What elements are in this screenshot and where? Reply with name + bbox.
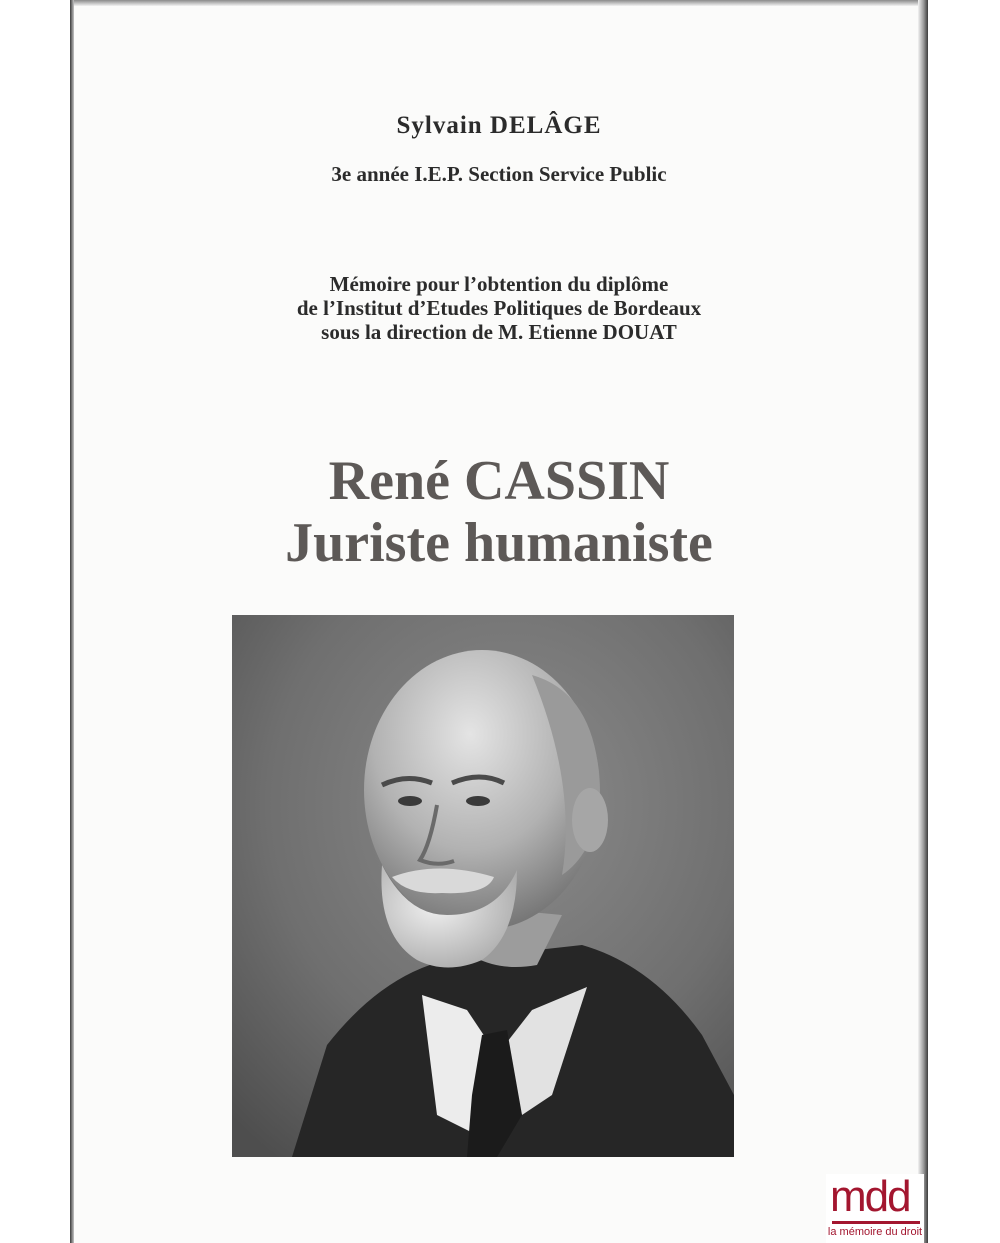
mdd-logo (826, 1174, 924, 1243)
memoire-line: Mémoire pour l’obtention du diplôme (329, 272, 669, 296)
author-name: Sylvain DELÂGE (396, 112, 602, 139)
logo-tagline: la mémoire du droit (827, 1226, 923, 1238)
memoire-line: de l’Institut d’Etudes Politiques de Bordeaux (296, 296, 702, 320)
author-section: 3e année I.E.P. Section Service Public (331, 162, 667, 186)
page-edge-top (74, 0, 924, 6)
book-title (74, 450, 924, 574)
memoire-line: sous la direction de M. Etienne DOUAT (321, 320, 677, 344)
memoire-statement (74, 272, 924, 344)
portrait-photo (232, 615, 734, 1157)
title-line: Juriste humaniste (285, 512, 713, 574)
logo-mark: mdd (830, 1172, 910, 1221)
portrait-image (232, 615, 734, 1157)
logo-underline (832, 1221, 920, 1224)
title-line: René CASSIN (328, 450, 670, 512)
